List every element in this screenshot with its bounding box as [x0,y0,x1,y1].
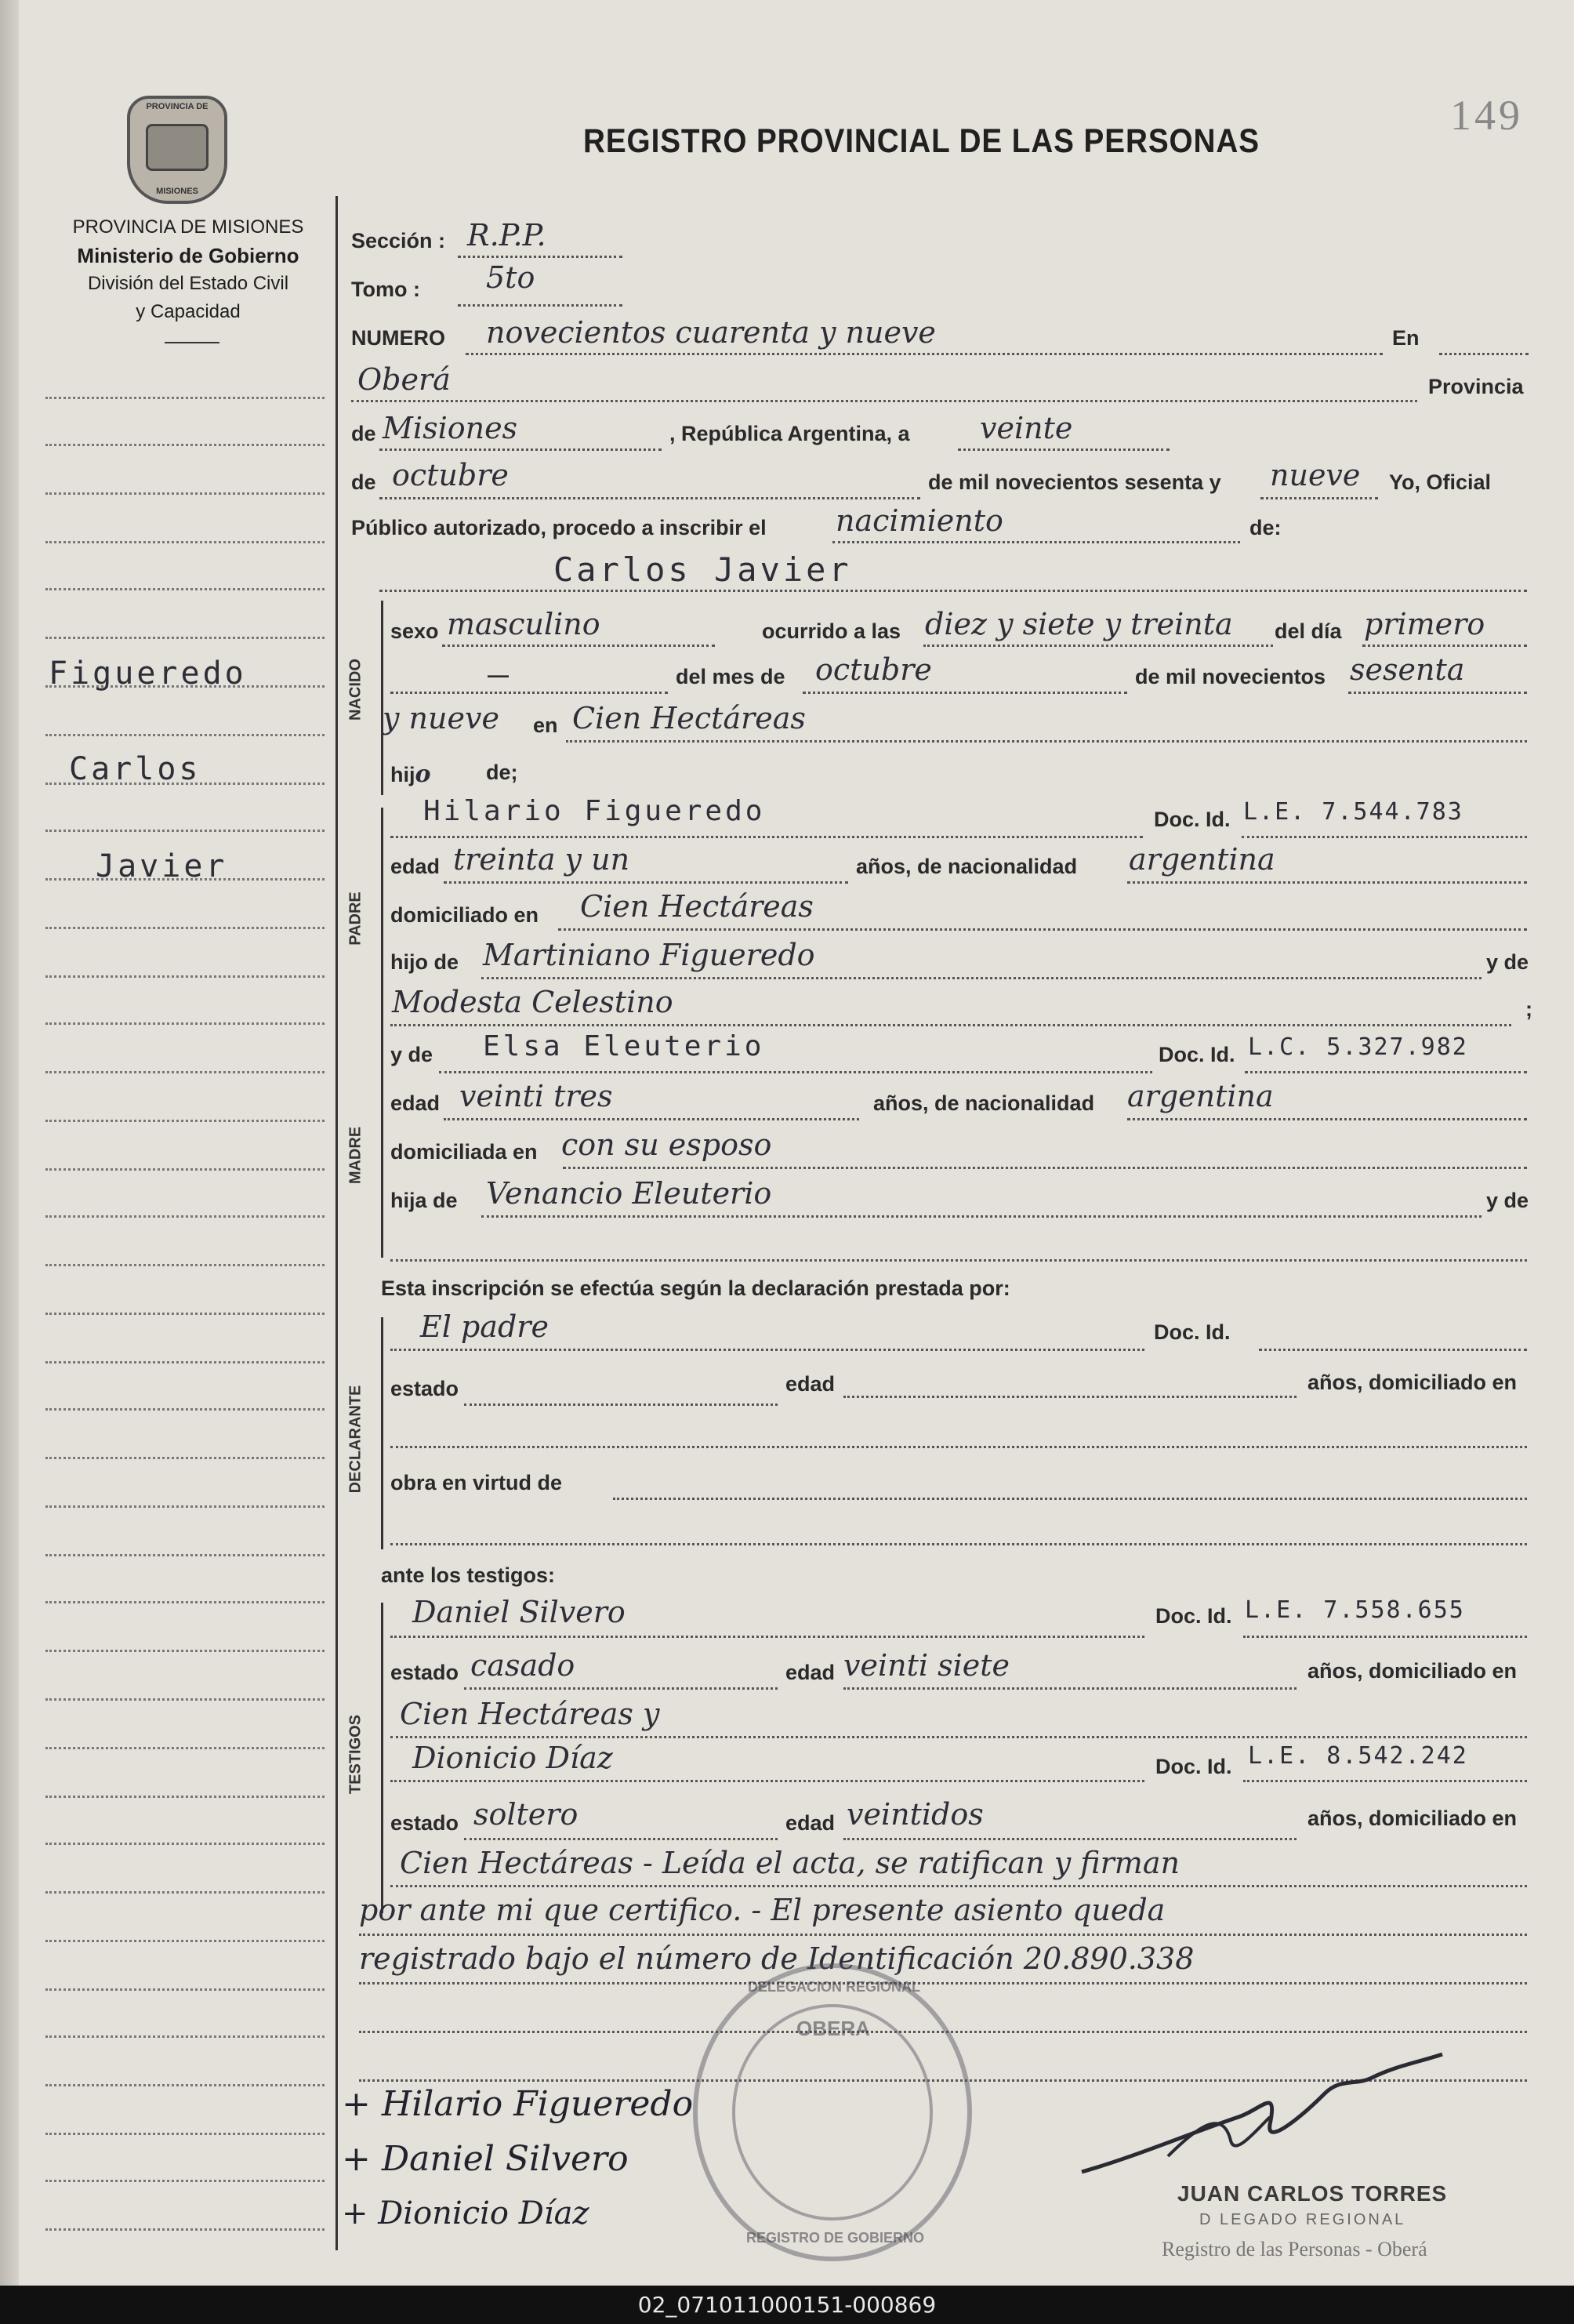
mother-nac-value: argentina [1127,1079,1274,1113]
province-value: Misiones [383,411,518,445]
de-semicolon-label: de; [486,761,518,784]
birth-year-a-value: sesenta [1350,652,1465,687]
birth-year-b-value: y nueve [383,701,499,735]
org-block [39,213,337,326]
org-line-2: Ministerio de Gobierno [77,244,299,267]
official-round-stamp [693,1963,972,2261]
seccion-label: Sección : [351,229,446,252]
hijo-label-text: hij [390,763,415,786]
provincia-label: Provincia [1428,375,1524,398]
margin-middle-name: Javier [96,848,228,884]
declarante-obra-label: obra en virtud de [390,1471,563,1494]
birth-place-value: Cien Hectáreas [572,701,806,735]
publico-label: Público autorizado, procedo a inscribir el [351,516,767,539]
org-line-3: División del Estado Civil [87,273,289,294]
hijo-suffix: o [415,761,431,788]
t2-doc-value: L.E. 8.542.242 [1248,1742,1468,1770]
official-signature-scribble [1074,2039,1450,2195]
t1-edad-label: edad [785,1661,836,1684]
mil-novecientos-label: de mil novecientos [1135,665,1326,688]
hour-value: diez y siete y treinta [925,607,1233,641]
page-binding [0,0,19,2286]
month-value: octubre [392,458,509,492]
declarante-side-label: DECLARANTE [346,1385,364,1494]
t1-edad-value: veinti siete [843,1648,1010,1683]
mother-dom-label: domiciliada en [390,1140,538,1164]
tomo-label: Tomo : [351,278,420,301]
place-value: Oberá [357,362,451,397]
father-nac-label: años, de nacionalidad [856,855,1078,878]
mother-hija-label: hija de [390,1189,458,1212]
father-yde-label: y de [1486,950,1529,974]
act-type-value: nacimiento [836,503,1003,538]
mother-edad-value: veinti tres [459,1079,613,1113]
testigos-intro: ante los testigos: [381,1563,556,1587]
father-mother-value: Modesta Celestino [392,985,673,1019]
father-name-value: Hilario Figueredo [423,795,766,827]
t1-estado-value: casado [470,1648,575,1683]
stamp-bottom-text: REGISTRO DE GOBIERNO [746,2230,925,2246]
t2-anos-label: años, domiciliado en [1307,1807,1518,1830]
org-line-4: y Capacidad [136,301,241,322]
t2-estado-value: soltero [473,1797,578,1832]
child-name-value: Carlos Javier [553,550,852,589]
seal-shield [146,124,209,171]
numero-label: NUMERO [351,326,445,350]
org-line-1: PROVINCIA DE MISIONES [72,216,304,238]
mother-edad-label: edad [390,1091,441,1115]
mother-nac-label: años, de nacionalidad [873,1091,1095,1115]
page-title: REGISTRO PROVINCIAL DE LAS PERSONAS [583,122,1260,160]
mother-dom-value: con su esposo [561,1128,772,1162]
father-hijo-label: hijo de [390,950,459,974]
stamp-ring-text: DELEGACION REGIONAL [748,1979,921,1995]
seccion-value: R.P.P. [467,218,546,252]
de-label-2: de [351,470,376,494]
father-doc-label: Doc. Id. [1154,808,1231,831]
official-name: JUAN CARLOS TORRES [1177,2181,1448,2206]
mother-doc-label: Doc. Id. [1159,1043,1235,1066]
day-value: veinte [980,411,1073,445]
seal-top-text: PROVINCIA DE [146,102,209,111]
father-semicolon: ; [1525,997,1532,1021]
padre-bracket [381,808,383,1043]
birth-day-value: primero [1364,607,1485,641]
t2-edad-value: veintidos [847,1797,984,1832]
del-mes-label: del mes de [676,665,785,688]
declarante-intro: Esta inscripción se efectúa según la declaración prestada por: [381,1276,1010,1300]
madre-side-label: MADRE [346,1126,364,1185]
official-office: Registro de las Personas - Oberá [1162,2238,1427,2260]
sexo-value: masculino [447,607,600,641]
main-vertical-rule [335,196,338,2250]
mother-yde-label: y de [390,1043,433,1066]
birth-month-value: octubre [815,652,932,687]
signature-father: + Hilario Figueredo [342,2084,694,2124]
declarante-doc-label: Doc. Id. [1154,1320,1231,1344]
t1-doc-label: Doc. Id. [1155,1604,1232,1628]
father-dom-label: domiciliado en [390,903,539,927]
declarante-anos-label: años, domiciliado en [1307,1371,1518,1394]
mother-father-value: Venancio Eleuterio [486,1176,772,1211]
del-dia-label: del día [1275,619,1342,643]
nacido-side-label: NACIDO [346,659,364,721]
declarante-name-value: El padre [420,1309,549,1344]
father-doc-value: L.E. 7.544.783 [1243,798,1463,826]
father-edad-value: treinta y un [453,842,630,877]
de-colon-label: de: [1249,516,1282,539]
de-label: de [351,422,376,445]
padre-side-label: PADRE [346,891,364,946]
page-number: 149 [1450,92,1523,139]
sexo-label: sexo [390,619,439,643]
nacido-bracket [381,601,383,795]
t2-edad-label: edad [785,1811,836,1835]
birth-dash: — [488,663,509,687]
t1-doc-value: L.E. 7.558.655 [1245,1596,1465,1624]
stamp-center-text: OBERA [796,2017,870,2040]
en-label: En [1392,326,1420,350]
org-underline [165,342,219,343]
province-seal [127,96,227,204]
tomo-value: 5to [486,260,535,295]
father-dom-value: Cien Hectáreas [580,889,814,924]
hijo-label [390,761,431,788]
republica-label: , República Argentina, a [669,422,910,445]
numero-value: novecientos cuarenta y nueve [486,315,936,350]
declarante-estado-label: estado [390,1377,459,1400]
father-nac-value: argentina [1129,842,1275,877]
note-line-2: por ante mi que certifico. - El presente asiento queda [359,1893,1166,1927]
t1-anos-label: años, domiciliado en [1307,1659,1518,1683]
t1-dom-value: Cien Hectáreas y [400,1697,660,1731]
declarante-bracket [381,1317,383,1549]
t1-name-value: Daniel Silvero [412,1595,626,1629]
father-edad-label: edad [390,855,441,878]
margin-surname: Figueredo [49,655,247,692]
declarante-edad-label: edad [785,1372,836,1396]
madre-bracket [381,1041,383,1258]
t2-dom-value: Cien Hectáreas - Leída el acta, se ratifican y firman [400,1846,1180,1880]
mother-yde2-label: y de [1486,1189,1529,1212]
father-father-value: Martiniano Figueredo [483,938,815,972]
testigos-side-label: TESTIGOS [346,1714,364,1795]
t2-doc-label: Doc. Id. [1155,1755,1232,1778]
margin-first-name: Carlos [69,751,201,787]
official-title: D LEGADO REGIONAL [1199,2211,1406,2228]
signature-witness-1: + Daniel Silvero [342,2139,629,2179]
t1-estado-label: estado [390,1661,459,1684]
ocurrido-label: ocurrido a las [762,619,901,643]
en-place-label: en [533,714,558,737]
note-line-3: registrado bajo el número de Identificación 20.890.338 [359,1941,1195,1976]
yo-oficial-label: Yo, Oficial [1389,470,1492,494]
mother-doc-value: L.C. 5.327.982 [1248,1033,1468,1061]
signature-witness-2: + Dionicio Díaz [342,2195,589,2231]
year-value: nueve [1270,458,1361,492]
testigos-bracket [381,1603,383,1913]
file-id-footer: 02_071011000151-000869 [0,2286,1574,2324]
mother-name-value: Elsa Eleuterio [483,1030,765,1062]
t2-name-value: Dionicio Díaz [412,1741,613,1775]
seal-bottom-text: MISIONES [156,187,198,196]
t2-estado-label: estado [390,1811,459,1835]
year-label: de mil novecientos sesenta y [928,470,1221,494]
